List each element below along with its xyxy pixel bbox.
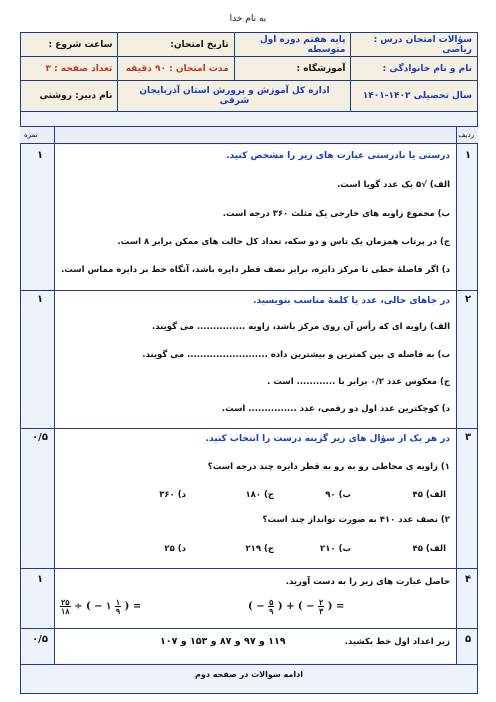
student-name-cell: نام و نام خانوادگی : — [351, 57, 478, 81]
duration-cell: مدت امتحان : ۹۰ دقیقه — [118, 57, 234, 81]
fraction: $\frac{۲۵}{۱۸}$ — [61, 597, 70, 616]
question-number: ۵ — [464, 634, 472, 645]
page-count-cell: تعداد صفحه : ۳ — [21, 57, 118, 81]
option-b: ب) ۹۰ — [325, 490, 351, 500]
school-cell: آموزشگاه : — [234, 57, 351, 81]
date-cell: تاریخ امتحان: — [118, 33, 234, 57]
question-item: الف) زاویه ای که رأس آن روی مرکز باشد، زاویه ............... می گویند. — [151, 322, 450, 332]
education-office-cell: اداره کل آموزش و پرورش استان آذربایجان شرقی — [118, 81, 351, 112]
grade-cell: پایه هفتم دوره اول متوسطه — [234, 33, 351, 57]
fraction: $\frac{۵}{۹}$ — [269, 597, 274, 616]
school-year-cell: سال تحصیلی ۱۴۰۲-۱۴۰۱ — [351, 81, 478, 112]
divider-q4-q5 — [20, 628, 478, 629]
question-item: ب) به فاصله ی بین کمترین و بیشترین داده ......................... می گویند. — [142, 350, 450, 360]
option-c: ج) ۲۱۹ — [245, 544, 274, 554]
question-number: ۳ — [464, 432, 472, 443]
question-score: ۰/۵ — [32, 432, 48, 443]
divider-q3-q4 — [20, 568, 478, 569]
question-item: الف) √۵ یک عدد گویا است. — [337, 180, 450, 190]
divider-q2-q3 — [20, 428, 478, 429]
option-a: الف) ۴۵ — [412, 490, 446, 500]
question-item: د) اگر فاصلهٔ خطی تا مرکز دایره، برابر نصف قطر دایره باشد، آنگاه خط بر دایره مماس است. — [61, 265, 450, 275]
divider-q1-q2 — [20, 290, 478, 291]
question-title: در هر یک از سؤال های زیر گزینه درست را انتخاب کنید. — [205, 434, 450, 444]
question-item: ج) معکوس عدد ۰/۲ برابر با ............ است . — [267, 377, 450, 387]
sub-question: ۱) زاویه ی محاطی رو به رو به قطر دایره چند درجه است؟ — [207, 462, 450, 472]
questions-column-header — [20, 126, 478, 144]
question-score: ۰/۵ — [32, 634, 48, 645]
fraction: $\frac{۲}{۳}$ — [319, 597, 324, 616]
question-score: ۱ — [36, 294, 44, 305]
exam-header — [20, 32, 478, 112]
score-column-label: نمره — [24, 131, 38, 139]
question-item: د) کوچکترین عدد اول دو رقمی، عدد ............... است. — [221, 404, 450, 414]
subject-cell: سؤالات امتحان درس : ریاضی — [351, 33, 478, 57]
row-column-label: ردیف — [458, 131, 474, 139]
option-a: الف) ۴۵ — [412, 544, 446, 554]
teacher-cell: نام دبیر: روشنی — [21, 81, 118, 112]
question-item: ج) در پرتاب همزمان یک تاس و دو سکه، تعداد کل حالت های ممکن برابر ۸ است. — [117, 237, 450, 247]
start-time-cell: ساعت شروع : — [21, 33, 118, 57]
question-title: درستی یا نادرستی عبارت های زیر را مشخص کنید. — [226, 151, 450, 161]
question-title: حاصل عبارت های زیر را به دست آورید. — [285, 577, 450, 587]
question-number: ۲ — [464, 294, 472, 305]
option-d: د) ۳۶۰ — [159, 490, 186, 500]
option-c: ج) ۱۸۰ — [245, 490, 274, 500]
fraction: $\frac{۱}{۹}$ — [115, 597, 121, 616]
question-title: زیر اعداد اول خط بکشید. — [344, 637, 450, 647]
option-d: د) ۲۵ — [164, 544, 186, 554]
expression-2: ( − $\frac{۵}{۹}$ ) + ( − $\frac{۲}{۳}$ ) = — [248, 597, 345, 616]
expression-1: $\frac{۲۵}{۱۸}$ ÷ ( − ۱ $\frac{۱}{۹}$ ) = — [61, 597, 142, 616]
question-score: ۱ — [36, 574, 44, 585]
question-score: ۱ — [36, 150, 44, 161]
page-title: به نام خدا — [229, 14, 267, 24]
question-number: ۱ — [464, 150, 472, 161]
option-b: ب) ۲۱۰ — [320, 544, 351, 554]
sub-question: ۲) نصف عدد ۴۱۰ به صورت توانداز چند است؟ — [262, 515, 450, 525]
continuation-note: ادامه سوالات در صفحه دوم — [195, 670, 303, 679]
question-number: ۴ — [464, 574, 472, 585]
number-list: ۱۱۹ و ۹۷ و ۸۷ و ۱۵۳ و ۱۰۷ — [160, 636, 286, 647]
question-title: در جاهای خالی، عدد یا کلمهٔ مناسب بنویسید. — [253, 296, 450, 306]
score-column-divider — [54, 126, 55, 664]
question-item: ب) مجموع زاویه های خارجی یک مثلث ۳۶۰ درجه است. — [222, 209, 450, 219]
